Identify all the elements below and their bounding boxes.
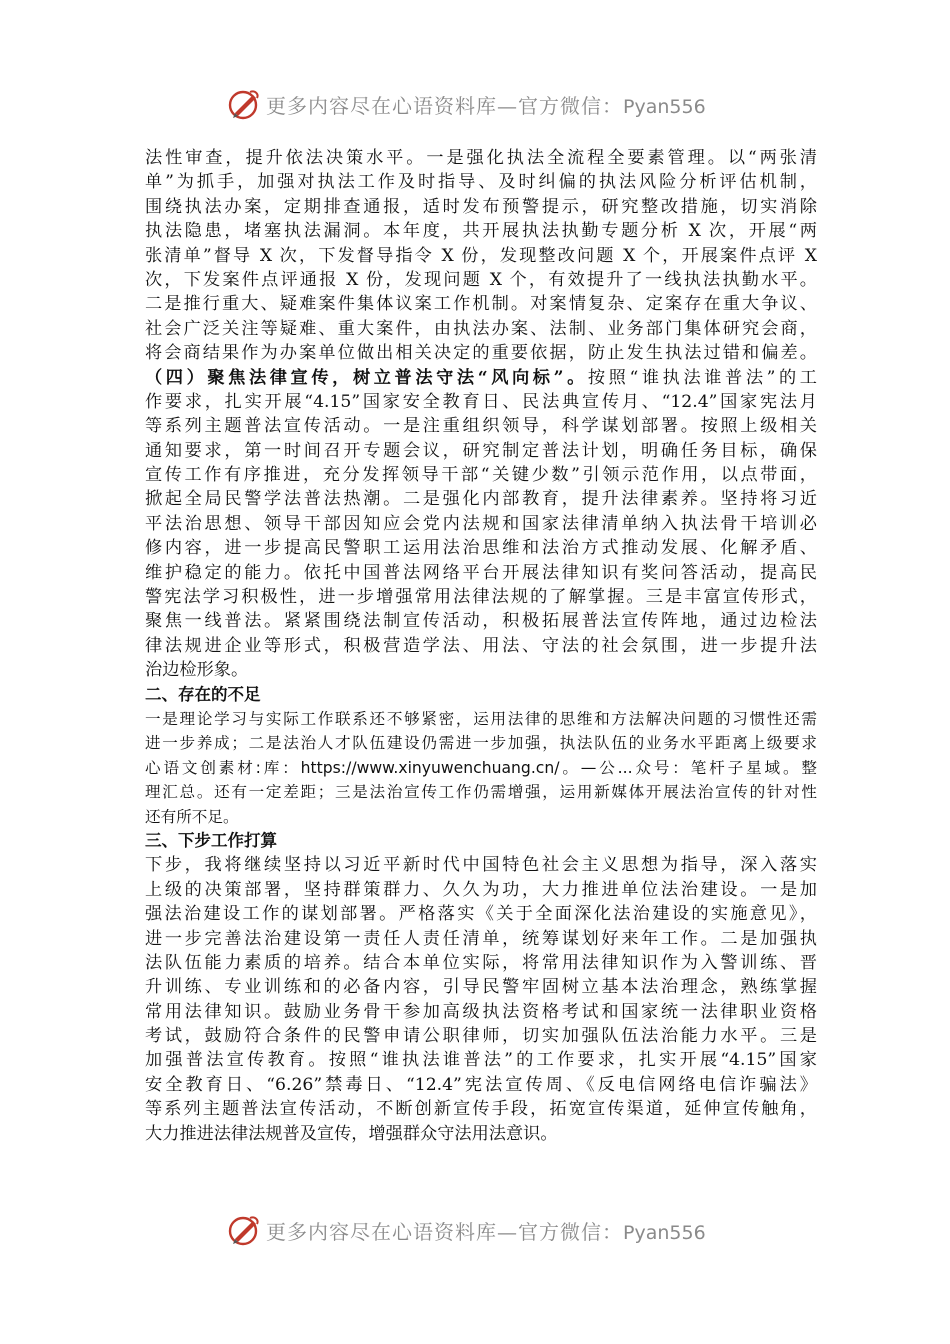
text-line: 升训练、专业训练和的必备内容，引导民警牢固树立基本法治理念，熟练掌握 bbox=[145, 977, 817, 998]
section-heading-shortcomings: 二、存在的不足 bbox=[145, 684, 261, 704]
text-line: 进一步养成；二是法治人才队伍建设仍需进一步加强，执法队伍的业务水平距离上级要求 bbox=[145, 734, 817, 753]
text-line: 还有所不足。 bbox=[145, 807, 239, 826]
text-line: 社会广泛关注等疑难、重大案件，由执法办案、法制、业务部门集体研究会商， bbox=[145, 318, 817, 339]
text-line: 聚焦一线普法。紧紧围绕法制宣传活动，积极拓展普法宣传阵地，通过边检法 bbox=[145, 611, 817, 632]
text-line: 维护稳定的能力。依托中国普法网络平台开展法律知识有奖问答活动，提高民 bbox=[145, 562, 817, 583]
text-line: 法队伍能力素质的培养。结合本单位实际，将常用法律知识作为入警训练、晋 bbox=[145, 952, 817, 973]
text-line: 作要求，扎实开展“4.15”国家安全教育日、民法典宣传月、“12.4”国家宪法月 bbox=[145, 391, 817, 412]
watermark-source-line: 心语文创素材:库：https://www.xinyuwenchuang.cn/。—公...众号：笔杆子星域。整 bbox=[145, 758, 817, 777]
text-line: 理汇总。还有一定差距；三是法治宣传工作仍需增强，运用新媒体开展法治宣传的针对性 bbox=[145, 783, 817, 802]
section-4-line: （四）聚焦法律宣传，树立普法守法“风向标”。按照“谁执法谁普法”的工 bbox=[145, 367, 817, 388]
text-line: 进一步完善法治建设第一责任人责任清单，统筹谋划好来年工作。二是加强执 bbox=[145, 928, 817, 949]
text-line: 下步，我将继续坚持以习近平新时代中国特色社会主义思想为指导，深入落实 bbox=[145, 855, 817, 876]
pen-logo-icon bbox=[226, 86, 262, 122]
text-line: 执法隐患，堵塞执法漏洞。本年度，共开展执法执勤专题分析 X 次，开展“两 bbox=[145, 221, 817, 242]
text-line: 强法治建设工作的谋划部署。严格落实《关于全面深化法治建设的实施意见》， bbox=[145, 904, 817, 925]
banner-text: 更多内容尽在心语资料库—官方微信：Pyan556 bbox=[266, 1219, 706, 1244]
text-line: 警宪法学习积极性，进一步增强常用法律法规的了解掌握。三是丰富宣传形式， bbox=[145, 587, 817, 608]
text-line: 常用法律知识。鼓励业务骨干参加高级执法资格考试和国家统一法律职业资格 bbox=[145, 1001, 817, 1022]
text-line: 一是理论学习与实际工作联系还不够紧密，运用法律的思维和方法解决问题的习惯性还需 bbox=[145, 709, 817, 728]
text-line: 平法治思想、领导干部因知应会党内法规和国家法律清单纳入执法骨干培训必 bbox=[145, 513, 817, 534]
text-line: 治边检形象。 bbox=[145, 660, 249, 681]
section-heading-next-steps: 三、下步工作打算 bbox=[145, 830, 277, 850]
text-line: 次，下发案件点评通报 X 份，发现问题 X 个，有效提升了一线执法执勤水平。 bbox=[145, 269, 817, 290]
text-line: 上级的决策部署，坚持群策群力、久久为功，大力推进单位法治建设。一是加 bbox=[145, 879, 817, 900]
wechat-id: Pyan556 bbox=[623, 1221, 706, 1244]
text-line: 等系列主题普法宣传活动。一是注重组织领导，科学谋划部署。按照上级相关 bbox=[145, 416, 817, 437]
text-line: 围绕执法办案，定期排查通报，适时发布预警提示，研究整改措施，切实消除 bbox=[145, 196, 817, 217]
footer-watermark-banner bbox=[0, 1210, 950, 1250]
text-line: 修内容，进一步提高民警职工运用法治思维和法治方式推动发展、化解矛盾、 bbox=[145, 538, 817, 559]
pen-logo-icon bbox=[226, 1212, 262, 1248]
text-line: 掀起全局民警学法普法热潮。二是强化内部教育，提升法律素养。坚持将习近 bbox=[145, 489, 817, 510]
text-line: 单”为抓手，加强对执法工作及时指导、及时纠偏的执法风险分析评估机制， bbox=[145, 172, 817, 193]
text-line: 宣传工作有序推进，充分发挥领导干部“关键少数”引领示范作用，以点带面， bbox=[145, 465, 817, 486]
document-body bbox=[145, 146, 817, 1146]
text-line: 二是推行重大、疑难案件集体议案工作机制。对案情复杂、定案存在重大争议、 bbox=[145, 294, 817, 315]
text-line: 安全教育日、“6.26”禁毒日、“12.4”宪法宣传周、《反电信网络电信诈骗法》 bbox=[145, 1074, 817, 1095]
text-line: 将会商结果作为办案单位做出相关决定的重要依据，防止发生执法过错和偏差。 bbox=[145, 343, 817, 364]
text-line: 加强普法宣传教育。按照“谁执法谁普法”的工作要求，扎实开展“4.15”国家 bbox=[145, 1050, 817, 1071]
text-line: 律法规进企业等形式，积极营造学法、用法、守法的社会氛围，进一步提升法 bbox=[145, 635, 817, 656]
text-line: 大力推进法律法规普及宣传，增强群众守法用法意识。 bbox=[145, 1123, 558, 1144]
section-4-heading: （四）聚焦法律宣传，树立普法守法“风向标”。 bbox=[145, 367, 588, 388]
banner-text: 更多内容尽在心语资料库—官方微信：Pyan556 bbox=[266, 93, 706, 118]
header-watermark-banner bbox=[0, 84, 950, 124]
text-line: 考试，鼓励符合条件的民警申请公职律师，切实加强队伍法治能力水平。三是 bbox=[145, 1026, 817, 1047]
text-line: 法性审查，提升依法决策水平。一是强化执法全流程全要素管理。以“两张清 bbox=[145, 148, 817, 168]
text-line: 通知要求，第一时间召开专题会议，研究制定普法计划，明确任务目标，确保 bbox=[145, 440, 817, 461]
text-line: 等系列主题普法宣传活动，不断创新宣传手段，拓宽宣传渠道，延伸宣传触角， bbox=[145, 1099, 817, 1120]
text-line: 张清单”督导 X 次，下发督导指令 X 份，发现整改问题 X 个，开展案件点评 X bbox=[145, 245, 817, 266]
wechat-id: Pyan556 bbox=[623, 95, 706, 118]
